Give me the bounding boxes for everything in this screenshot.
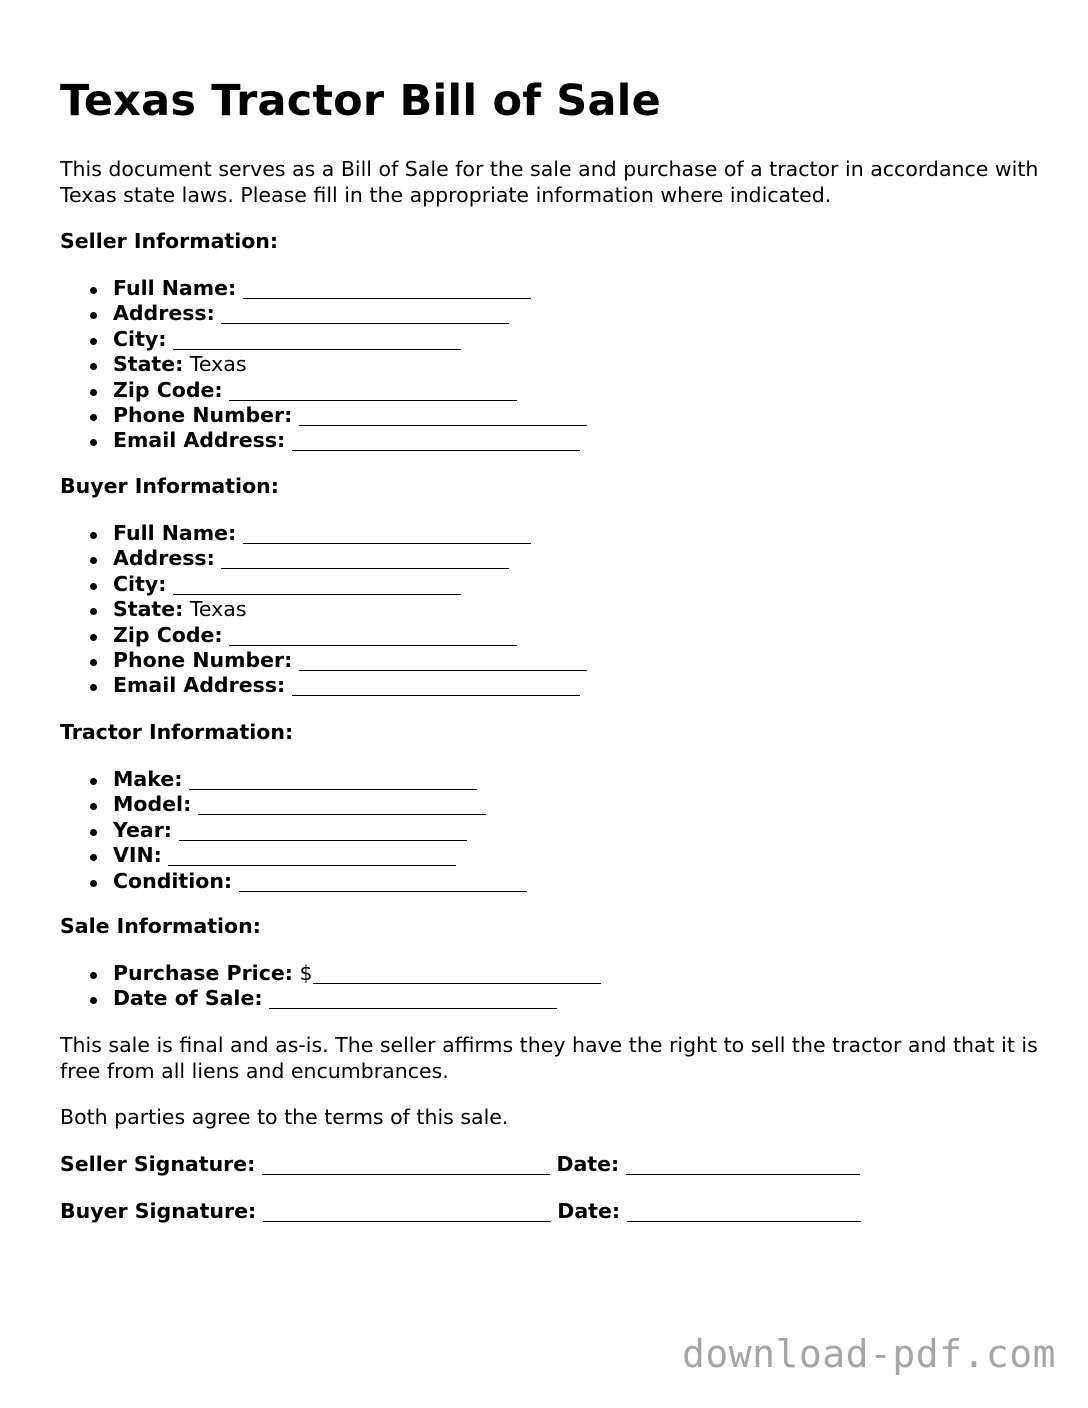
buyer-full-name-field: Full Name:: [60, 521, 587, 546]
buyer-email-field: Email Address:: [60, 673, 587, 698]
seller-zip-input[interactable]: [229, 380, 517, 401]
currency-symbol: $: [299, 961, 313, 985]
buyer-signature-input[interactable]: [263, 1201, 551, 1222]
buyer-phone-field: Phone Number:: [60, 648, 587, 673]
date-of-sale-field: Date of Sale:: [60, 986, 601, 1011]
agreement-paragraph: Both parties agree to the terms of this sale.: [60, 1105, 509, 1129]
seller-fields: [60, 276, 587, 454]
buyer-address-input[interactable]: [221, 548, 509, 569]
buyer-fields: [60, 521, 587, 699]
seller-city-field: City:: [60, 327, 587, 352]
buyer-phone-input[interactable]: [299, 650, 587, 671]
buyer-city-field: City:: [60, 572, 587, 597]
buyer-signature-line: [60, 1199, 861, 1225]
watermark: download-pdf.com: [681, 1332, 1056, 1376]
seller-city-input[interactable]: [173, 329, 461, 350]
seller-email-input[interactable]: [292, 430, 580, 451]
buyer-signature-label: Buyer Signature:: [60, 1199, 257, 1223]
seller-state-field: State: Texas: [60, 352, 587, 377]
tractor-heading: Tractor Information:: [60, 720, 294, 744]
tractor-model-input[interactable]: [198, 794, 486, 815]
seller-full-name-input[interactable]: [243, 278, 531, 299]
seller-zip-field: Zip Code:: [60, 378, 587, 403]
buyer-email-input[interactable]: [292, 675, 580, 696]
seller-state-value: Texas: [189, 352, 247, 377]
seller-full-name-field: Full Name:: [60, 276, 587, 301]
tractor-make-input[interactable]: [189, 769, 477, 790]
seller-email-field: Email Address:: [60, 428, 587, 453]
tractor-year-field: Year:: [60, 818, 527, 843]
tractor-condition-field: Condition:: [60, 869, 527, 894]
intro-paragraph: This document serves as a Bill of Sale for the sale and purchase of a tractor in accordance with Texas state laws. Please fill in the appropriate information where indicated.: [60, 157, 1039, 207]
purchase-price-input[interactable]: [313, 963, 601, 984]
buyer-address-field: Address:: [60, 546, 587, 571]
buyer-date-input[interactable]: [627, 1201, 861, 1222]
buyer-date-label: Date:: [557, 1199, 621, 1223]
tractor-model-field: Model:: [60, 792, 527, 817]
seller-signature-label: Seller Signature:: [60, 1152, 256, 1176]
tractor-vin-input[interactable]: [168, 845, 456, 866]
date-of-sale-input[interactable]: [269, 988, 557, 1009]
terms-paragraph: This sale is final and as-is. The seller affirms they have the right to sell the tractor and that it is free from all liens and encumbrances.: [60, 1033, 1038, 1083]
tractor-make-field: Make:: [60, 767, 527, 792]
seller-signature-line: [60, 1152, 860, 1178]
sale-heading: Sale Information:: [60, 914, 261, 938]
seller-heading: Seller Information:: [60, 229, 279, 253]
seller-address-input[interactable]: [221, 303, 509, 324]
buyer-heading: Buyer Information:: [60, 474, 279, 498]
sale-fields: [60, 961, 601, 1012]
tractor-vin-field: VIN:: [60, 843, 527, 868]
tractor-fields: [60, 767, 527, 894]
seller-phone-field: Phone Number:: [60, 403, 587, 428]
buyer-city-input[interactable]: [173, 574, 461, 595]
buyer-state-field: State: Texas: [60, 597, 587, 622]
buyer-state-value: Texas: [189, 597, 247, 622]
purchase-price-field: Purchase Price: $: [60, 961, 601, 986]
seller-signature-input[interactable]: [262, 1154, 550, 1175]
seller-phone-input[interactable]: [299, 405, 587, 426]
seller-address-field: Address:: [60, 301, 587, 326]
tractor-year-input[interactable]: [179, 820, 467, 841]
buyer-zip-field: Zip Code:: [60, 623, 587, 648]
document-title: Texas Tractor Bill of Sale: [60, 76, 661, 126]
seller-date-input[interactable]: [626, 1154, 860, 1175]
buyer-full-name-input[interactable]: [243, 523, 531, 544]
buyer-zip-input[interactable]: [229, 625, 517, 646]
seller-date-label: Date:: [556, 1152, 620, 1176]
tractor-condition-input[interactable]: [239, 871, 527, 892]
